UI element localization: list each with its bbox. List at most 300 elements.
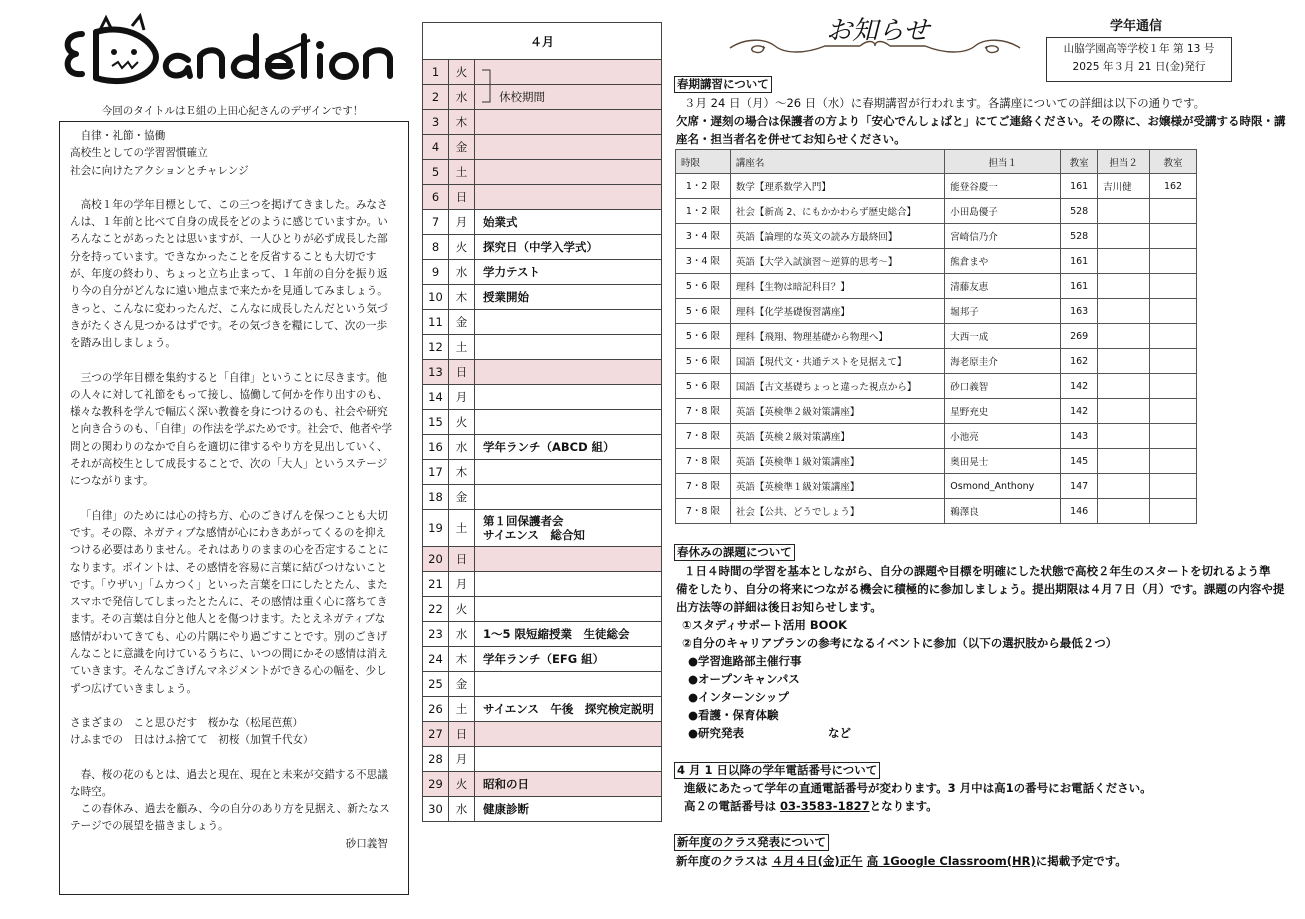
calendar-event [475, 747, 662, 772]
calendar-date: 25 [423, 672, 449, 697]
course-cell: 海老原圭介 [945, 349, 1061, 374]
course-cell [1098, 224, 1150, 249]
course-cell: 星野充史 [945, 399, 1061, 424]
course-column-header: 時限 [676, 150, 731, 174]
calendar-row [423, 647, 662, 672]
course-cell: 3・4 限 [676, 249, 731, 274]
course-cell: 163 [1061, 299, 1098, 324]
calendar-weekday: 木 [449, 647, 475, 672]
calendar-weekday: 水 [449, 260, 475, 285]
calendar-row [423, 360, 662, 385]
course-cell: 528 [1061, 224, 1098, 249]
course-cell [1098, 349, 1150, 374]
course-cell [1098, 399, 1150, 424]
course-row [676, 499, 1197, 524]
calendar-event [475, 385, 662, 410]
course-cell [1098, 499, 1150, 524]
calendar-date: 11 [423, 310, 449, 335]
course-cell: 269 [1061, 324, 1098, 349]
text-line: 分を持っています。できなかったことを反省することも大切です [70, 250, 377, 263]
course-cell: 社会【新高 2、にもかかわらず歴史総合】 [730, 199, 944, 224]
homework-item: ②自分のキャリアプランの参考になるイベントに参加（以下の選択肢から最低２つ） [682, 636, 1118, 650]
calendar-event: 休校期間 [475, 85, 662, 110]
course-row [676, 324, 1197, 349]
new-class-suffix: に掲載予定です。 [1035, 854, 1127, 868]
calendar-weekday: 火 [449, 597, 475, 622]
calendar-date: 28 [423, 747, 449, 772]
paragraph-2 [70, 370, 398, 491]
course-cell: 5・6 限 [676, 324, 731, 349]
spring-line: 欠席・遅刻の場合は保護者の方より「安心でんしょばと」にてご連絡ください。その際に、お嬢様が受講する時限・講 [676, 114, 1286, 128]
calendar-date: 26 [423, 697, 449, 722]
course-table [675, 149, 1197, 524]
principal-message [59, 121, 409, 895]
text-line: 「自律」のためには心の持ち方、心のごきげんを保つことも大切 [80, 509, 388, 522]
course-cell [1098, 274, 1150, 299]
calendar-row [423, 597, 662, 622]
calendar-row [423, 697, 662, 722]
course-cell [1150, 224, 1197, 249]
course-cell [1098, 199, 1150, 224]
april-calendar [422, 22, 662, 822]
calendar-weekday: 土 [449, 697, 475, 722]
text-line: 高校１年の学年目標として、この三つを掲げてきました。みなさ [80, 198, 388, 211]
calendar-date: 3 [423, 110, 449, 135]
course-cell: 7・8 限 [676, 474, 731, 499]
calendar-date: 27 [423, 722, 449, 747]
new-class-heading: 新年度のクラス発表について [674, 834, 829, 851]
course-column-header: 教室 [1150, 150, 1197, 174]
text-line: につながります。 [70, 475, 154, 488]
calendar-row [423, 260, 662, 285]
flourish-ornament [725, 36, 1025, 58]
course-cell: 社会【公共、どうでしょう】 [730, 499, 944, 524]
calendar-row [423, 310, 662, 335]
calendar-event [475, 672, 662, 697]
course-row [676, 224, 1197, 249]
calendar-weekday: 木 [449, 460, 475, 485]
school-line: 山脇学園高等学校１年 第 13 号 [1063, 43, 1215, 55]
calendar-row [423, 60, 662, 85]
course-cell: 吉川健 [1098, 174, 1150, 199]
calendar-event: サイエンス 午後 探究検定説明 [475, 697, 662, 722]
goal-line: 自律・礼節・協働 [80, 130, 166, 142]
text-line: なります。ポイントは、その感情を容易に言葉に結びつけないこと [70, 561, 387, 574]
course-cell: 162 [1061, 349, 1098, 374]
calendar-row [423, 185, 662, 210]
haiku: さまざまの こと思ひだす 桜かな（松尾芭蕉） [70, 716, 304, 729]
course-row [676, 349, 1197, 374]
text-line: り今の自分がどんなに遠い地点まで来たかを見通してみましょう。 [70, 285, 388, 298]
calendar-weekday: 月 [449, 572, 475, 597]
text-line: きっと、こんなに変わったんだ、こんなに成長したんだという気づ [70, 302, 388, 315]
course-cell: 清藤友恵 [945, 274, 1061, 299]
calendar-event: 学力テスト [475, 260, 662, 285]
calendar-row [423, 510, 662, 547]
calendar-row [423, 622, 662, 647]
homework-option: ●看護・保育体験 [688, 708, 779, 722]
text-line: それが高校生として成長することで、次の「大人」というステージ [70, 458, 388, 471]
course-cell: 5・6 限 [676, 374, 731, 399]
course-column-header: 担当２ [1098, 150, 1150, 174]
course-cell: 鵜澤良 [945, 499, 1061, 524]
calendar-date: 5 [423, 160, 449, 185]
course-cell [1150, 324, 1197, 349]
calendar-date: 30 [423, 797, 449, 822]
course-cell: 英語【英検準１級対策講座】 [730, 449, 944, 474]
course-cell [1098, 249, 1150, 274]
course-column-header: 担当１ [945, 150, 1061, 174]
course-cell [1150, 199, 1197, 224]
calendar-row [423, 285, 662, 310]
text-line: ろんなことがあったとは思いますが、一人ひとりが必ず成長した部 [70, 233, 388, 246]
calendar-event: 始業式 [475, 210, 662, 235]
calendar-weekday: 日 [449, 722, 475, 747]
calendar-event [475, 485, 662, 510]
calendar-event: 健康診断 [475, 797, 662, 822]
calendar-weekday: 土 [449, 510, 475, 547]
course-row [676, 424, 1197, 449]
course-cell: 国語【現代文・共通テストを見据えて】 [730, 349, 944, 374]
calendar-row [423, 335, 662, 360]
calendar-weekday: 木 [449, 110, 475, 135]
new-class-time: ４月４日(金)正午 [771, 854, 863, 868]
course-row [676, 449, 1197, 474]
calendar-weekday: 水 [449, 435, 475, 460]
calendar-row [423, 547, 662, 572]
course-cell: Osmond_Anthony [945, 474, 1061, 499]
calendar-row [423, 110, 662, 135]
text-line: が、年度の終わり、ちょっと立ち止まって、１年前の自分を振り返 [70, 268, 388, 281]
course-cell: 7・8 限 [676, 424, 731, 449]
calendar-row [423, 235, 662, 260]
course-cell: 142 [1061, 399, 1098, 424]
dandelion-logo [60, 12, 405, 92]
homework-item: ①スタディサポート活用 BOOK [682, 618, 848, 632]
calendar-event [475, 110, 662, 135]
calendar-weekday: 日 [449, 547, 475, 572]
course-cell [1098, 374, 1150, 399]
calendar-weekday: 水 [449, 797, 475, 822]
calendar-row [423, 722, 662, 747]
goal-line: 社会に向けたアクションとチャレンジ [70, 164, 249, 177]
course-cell: 162 [1150, 174, 1197, 199]
homework-line: 備をしたり、自分の将来につながる機会に積極的に参加しましょう。提出期限は４月７日（月）です。課題の内容や提 [676, 582, 1285, 596]
course-cell: 528 [1061, 199, 1098, 224]
calendar-weekday: 月 [449, 385, 475, 410]
course-cell: 5・6 限 [676, 299, 731, 324]
signature: 砂口義智 [345, 837, 388, 850]
calendar-event: 学年ランチ（ABCD 組） [475, 435, 662, 460]
course-cell [1150, 424, 1197, 449]
calendar-row [423, 747, 662, 772]
course-cell: 小池亮 [945, 424, 1061, 449]
calendar-date: 29 [423, 772, 449, 797]
course-cell [1150, 449, 1197, 474]
course-cell [1150, 274, 1197, 299]
text-line: つける必要はありません。それはありのままの心を否定することに [70, 544, 389, 557]
course-cell: 145 [1061, 449, 1098, 474]
calendar-weekday: 日 [449, 360, 475, 385]
calendar-date: 2 [423, 85, 449, 110]
course-cell [1150, 374, 1197, 399]
calendar-row [423, 672, 662, 697]
calendar-event: 探究日（中学入学式） [475, 235, 662, 260]
course-cell: 砂口義智 [945, 374, 1061, 399]
calendar-weekday: 月 [449, 747, 475, 772]
course-cell: 161 [1061, 249, 1098, 274]
course-cell [1150, 299, 1197, 324]
homework-option: ●研究発表 [688, 726, 745, 740]
course-cell: 7・8 限 [676, 449, 731, 474]
calendar-event: 学年ランチ（EFG 組） [475, 647, 662, 672]
text-line: 春、桜の花のもとは、過去と現在、現在と未来が交錯する不思議 [80, 768, 388, 781]
text-line: ていきます。そんなごきげんマネジメントができる心の幅を、少し [70, 665, 387, 678]
calendar-row [423, 772, 662, 797]
calendar-date: 22 [423, 597, 449, 622]
text-line: んは、１年前と比べて自身の成長をどのように感じていますか。い [70, 216, 388, 229]
calendar-event: 授業開始 [475, 285, 662, 310]
homework-line: １日４時間の学習を基本としながら、自分の課題や目標を明確にした状態で高校２年生のスタートを切れるよう準 [684, 564, 1271, 578]
course-row [676, 399, 1197, 424]
goal-line: 高校生としての学習習慣確立 [70, 147, 208, 160]
calendar-weekday: 金 [449, 485, 475, 510]
course-cell: 奥田晃士 [945, 449, 1061, 474]
calendar-date: 13 [423, 360, 449, 385]
text-line: 問との関わりのなかで自らを適切に律するやり方を見出していく、 [70, 440, 388, 453]
course-cell: 147 [1061, 474, 1098, 499]
course-row [676, 299, 1197, 324]
notice-title: お知らせ [826, 16, 930, 46]
calendar-row [423, 85, 662, 110]
calendar-row [423, 435, 662, 460]
issue-date: 2025 年３月 21 日(金)発行 [1072, 61, 1206, 73]
course-cell [1150, 249, 1197, 274]
calendar-event [475, 335, 662, 360]
course-row [676, 274, 1197, 299]
course-cell: 5・6 限 [676, 274, 731, 299]
course-row [676, 249, 1197, 274]
course-cell: 英語【英検準２級対策講座】 [730, 399, 944, 424]
calendar-event [475, 135, 662, 160]
calendar-event [475, 60, 662, 85]
calendar-row [423, 385, 662, 410]
course-cell: 英語【英検２級対策講座】 [730, 424, 944, 449]
calendar-event: 昭和の日 [475, 772, 662, 797]
homework-option: ●インターンシップ [688, 690, 789, 704]
homework-line: 出方法等の詳細は後日お知らせします。 [676, 600, 882, 614]
calendar-row [423, 210, 662, 235]
calendar-event [475, 185, 662, 210]
calendar-row [423, 160, 662, 185]
calendar-date: 20 [423, 547, 449, 572]
course-cell: 理科【飛翔、物理基礎から物理へ】 [730, 324, 944, 349]
course-cell: 大西一成 [945, 324, 1061, 349]
course-cell [1098, 449, 1150, 474]
text-line: です。その際、ネガティブな感情が心にわきあがってくるのを抑え [70, 526, 387, 539]
haiku: けふまでの 日はけふ捨てて 初桜（加賀千代女） [70, 734, 314, 747]
calendar-event [475, 460, 662, 485]
paragraph-4 [70, 767, 398, 802]
course-column-header: 教室 [1061, 150, 1098, 174]
text-line: ます。その言葉は自分と他人とを傷つけます。たとえネガティブな [70, 613, 386, 626]
text-line: 三つの学年目標を集約すると「自律」ということに尽きます。他 [80, 371, 387, 384]
course-cell: 1・2 限 [676, 174, 731, 199]
calendar-date: 14 [423, 385, 449, 410]
calendar-weekday: 土 [449, 335, 475, 360]
logo-credit: 今回のタイトルはＥ組の上田心紀さんのデザインです！ [101, 105, 364, 117]
calendar-date: 16 [423, 435, 449, 460]
calendar-event [475, 572, 662, 597]
calendar-row [423, 135, 662, 160]
calendar-date: 18 [423, 485, 449, 510]
spring-line: 座名・担当者名を併せてお知らせください。 [676, 132, 906, 146]
course-cell [1150, 474, 1197, 499]
phone-line: 進級にあたって学年の直通電話番号が変わります。3 月中は高1の番号にお電話ください。 [684, 781, 1152, 795]
calendar-event: 1～5 限短縮授業 生徒総会 [475, 622, 662, 647]
course-cell: 宮崎信乃介 [945, 224, 1061, 249]
text-line: を踏み出しましょう。 [70, 337, 176, 350]
calendar-event [475, 160, 662, 185]
calendar-row [423, 410, 662, 435]
calendar-month: ４月 [423, 23, 662, 60]
course-cell: 7・8 限 [676, 399, 731, 424]
calendar-date: 4 [423, 135, 449, 160]
phone-heading: 4 月 1 日以降の学年電話番号について [674, 762, 880, 779]
phone-line [684, 797, 938, 815]
calendar-date: 12 [423, 335, 449, 360]
text-line: 感情がわいてきても、心の片隅にやり過ごすことです。別のごきげ [70, 630, 387, 643]
text-line: スマホで発信してしまったとたんに、その感情は重く心に落ちてき [70, 596, 388, 609]
calendar-date: 21 [423, 572, 449, 597]
course-cell: 理科【生物は暗記科目？】 [730, 274, 944, 299]
text-line: きがたくさん見つかるはずです。その気づきを糧にして、次の一歩 [70, 319, 388, 332]
calendar-event [475, 547, 662, 572]
text-line: この春休み、過去を顧み、今の自分のあり方を見据え、新たなス [80, 803, 390, 816]
new-class-place: 高 1Google Classroom(HR) [866, 854, 1036, 868]
calendar-date: 17 [423, 460, 449, 485]
calendar-weekday: 金 [449, 672, 475, 697]
homework-heading: 春休みの課題について [674, 544, 795, 561]
text-line: の人々に対して礼節をもって接し、協働して何かを作り出すのも、 [70, 388, 388, 401]
new-class-prefix: 新年度のクラスは [676, 854, 768, 868]
calendar-row [423, 572, 662, 597]
calendar-event [475, 360, 662, 385]
calendar-row [423, 460, 662, 485]
text-line: 様々な教科を学んで幅広く深い教養を身につけるのも、社会や研究 [70, 406, 388, 419]
newsletter-title: 学年通信 [1110, 19, 1163, 34]
calendar-weekday: 火 [449, 410, 475, 435]
course-row [676, 174, 1197, 199]
calendar-weekday: 月 [449, 210, 475, 235]
holiday-bracket [480, 68, 500, 106]
course-cell: 143 [1061, 424, 1098, 449]
text-line: んなことに意識を向けているうちに、いつの間にかその感情は消え [70, 648, 388, 661]
calendar-date: 8 [423, 235, 449, 260]
course-cell [1150, 499, 1197, 524]
course-cell: 数学【理系数学入門】 [730, 174, 944, 199]
calendar-event [475, 722, 662, 747]
calendar-weekday: 金 [449, 135, 475, 160]
course-cell: 3・4 限 [676, 224, 731, 249]
course-cell: 能登谷慶一 [945, 174, 1061, 199]
issue-info [1046, 37, 1232, 82]
course-cell: 堀邦子 [945, 299, 1061, 324]
course-cell: 理科【化学基礎復習講座】 [730, 299, 944, 324]
course-row [676, 374, 1197, 399]
course-cell: 142 [1061, 374, 1098, 399]
course-cell [1098, 324, 1150, 349]
calendar-weekday: 木 [449, 285, 475, 310]
course-cell [1098, 299, 1150, 324]
text-line: ずつ広げていきましょう。 [70, 682, 198, 695]
paragraph-1 [70, 197, 398, 353]
course-cell: 英語【英検準１級対策講座】 [730, 474, 944, 499]
calendar-date: 23 [423, 622, 449, 647]
homework-option: ●オープンキャンパス [688, 672, 800, 686]
calendar-date: 9 [423, 260, 449, 285]
course-column-header: 講座名 [730, 150, 944, 174]
calendar-event [475, 410, 662, 435]
course-cell: 英語【論理的な英文の読み方最終回】 [730, 224, 944, 249]
course-cell [1150, 399, 1197, 424]
calendar-date: 1 [423, 60, 449, 85]
calendar-event [475, 310, 662, 335]
course-cell [1098, 474, 1150, 499]
phone-suffix: となります。 [869, 799, 938, 813]
calendar-weekday: 水 [449, 85, 475, 110]
text-line: です。「ウザい」「ムカつく」といった言葉を口にしたとたん、また [70, 578, 388, 591]
calendar-weekday: 火 [449, 60, 475, 85]
paragraph-3 [70, 508, 398, 698]
course-cell [1150, 349, 1197, 374]
calendar-event-line: サイエンス 総合知 [483, 528, 585, 542]
course-cell: 161 [1061, 174, 1098, 199]
course-cell: 146 [1061, 499, 1098, 524]
course-cell: 7・8 限 [676, 499, 731, 524]
text-line: な時空。 [70, 785, 113, 798]
calendar-date: 6 [423, 185, 449, 210]
phone-prefix: 高２の電話番号は [684, 799, 776, 813]
spring-course-heading: 春期講習について [674, 76, 772, 93]
calendar-row [423, 485, 662, 510]
calendar-date: 10 [423, 285, 449, 310]
course-cell: 161 [1061, 274, 1098, 299]
course-cell: 英語【大学入試演習～逆算的思考～】 [730, 249, 944, 274]
course-cell: 5・6 限 [676, 349, 731, 374]
calendar-event [475, 597, 662, 622]
course-cell: 熊倉まや [945, 249, 1061, 274]
text-line: と向き合うのも、「自律」の作法を学ぶためです。社会で、他者や学 [70, 423, 393, 436]
calendar-weekday: 火 [449, 235, 475, 260]
calendar-date: 24 [423, 647, 449, 672]
calendar-row [423, 797, 662, 822]
course-cell: 国語【古文基礎ちょっと違った視点から】 [730, 374, 944, 399]
paragraph-5 [70, 801, 398, 836]
homework-option: ●学習進路部主催行事 [688, 654, 802, 668]
course-cell [1098, 424, 1150, 449]
homework-nado: など [828, 726, 851, 740]
course-cell: 小田島優子 [945, 199, 1061, 224]
spring-line: ３月 24 日（月）～26 日（水）に春期講習が行われます。各講座についての詳細は以下の通りです。 [684, 96, 1206, 110]
course-cell: 1・2 限 [676, 199, 731, 224]
calendar-date: 19 [423, 510, 449, 547]
calendar-weekday: 火 [449, 772, 475, 797]
calendar-weekday: 日 [449, 185, 475, 210]
calendar-weekday: 水 [449, 622, 475, 647]
calendar-event-line: 第１回保護者会 [483, 514, 564, 528]
text-line: テージでの展望を描きましょう。 [70, 820, 229, 833]
